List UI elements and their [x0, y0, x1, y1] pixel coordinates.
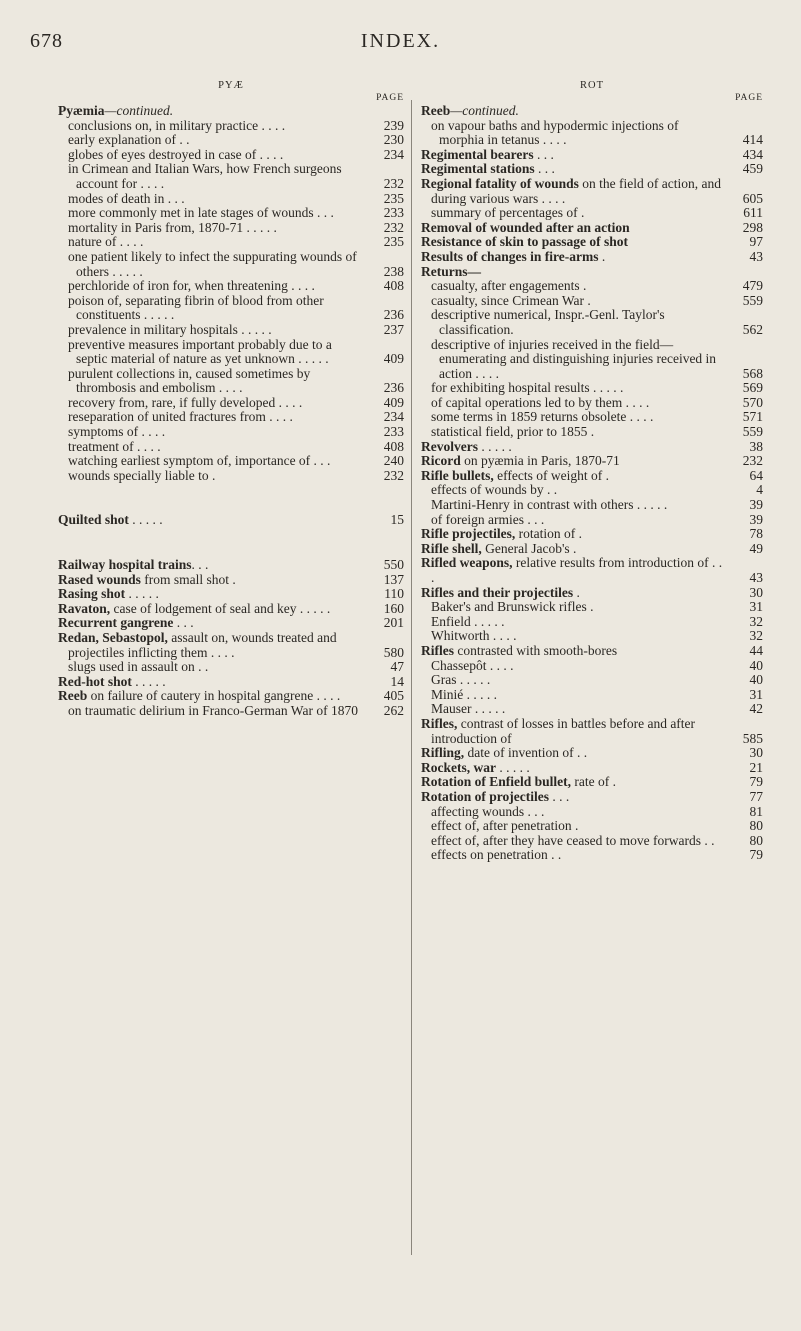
page-ref: 298: [742, 219, 763, 235]
page-ref: 239: [383, 117, 404, 133]
page-ref: 233: [383, 424, 404, 440]
subentry-text: purulent collections in, caused sometimes by thrombosis and embolism . . . .: [68, 365, 311, 396]
index-subentry: [421, 483, 763, 498]
page-ref: 14: [390, 673, 404, 689]
page-ref: 262: [383, 702, 404, 718]
subentry-text: casualty, after engagements .: [431, 278, 587, 294]
subentry-text: modes of death in . . .: [68, 190, 185, 206]
subentry-text: affecting wounds . . .: [431, 803, 545, 819]
page-ref: 232: [383, 467, 404, 483]
page-ref: 30: [749, 745, 763, 761]
page-ref: 240: [383, 453, 404, 469]
index-entry: [421, 542, 763, 557]
index-subentry: [58, 338, 404, 367]
subentry-text: prevalence in military hospitals . . . . .: [68, 321, 272, 337]
page-ref: 234: [383, 409, 404, 425]
index-entry: [421, 250, 763, 265]
entry-text: on pyæmia in Paris, 1870-71: [460, 453, 620, 469]
entry-heading: Rotation of Enfield bullet,: [421, 774, 572, 790]
page-ref: 409: [383, 394, 404, 410]
page-ref: 110: [384, 586, 404, 602]
page-ref: 571: [742, 409, 763, 425]
entry-heading: Rockets, war: [421, 759, 496, 775]
entry-heading: Recurrent gangrene: [58, 615, 174, 631]
subentry-text: more commonly met in late stages of wounds . . .: [68, 205, 334, 221]
index-subentry: [421, 600, 763, 615]
index-subentry: [421, 848, 763, 863]
entry-text: relative results from introduction of . . .: [431, 555, 723, 585]
entry-text: . . .: [548, 788, 570, 804]
index-entry: [421, 746, 763, 761]
subentry-text: effects of wounds by . .: [431, 482, 558, 498]
index-entry: [58, 602, 404, 617]
entry-heading: Rased wounds: [58, 571, 141, 587]
entry-heading: Removal of wounded after an action: [421, 219, 630, 235]
entry-heading: Regimental stations: [421, 161, 535, 177]
page-ref: 232: [383, 219, 404, 235]
left-running-head: [58, 80, 404, 103]
index-entry: [58, 558, 404, 573]
right-running-head-text: ROT: [580, 80, 604, 91]
index-subentry: [58, 396, 404, 411]
index-subentry: [58, 250, 404, 279]
page-ref: 47: [390, 659, 404, 675]
index-entry: [421, 265, 763, 280]
index-subentry: [421, 629, 763, 644]
index-entry: [421, 556, 763, 585]
entry-text: . . . . .: [477, 438, 512, 454]
entry-text: contrast of losses in battles before and after introduction of: [431, 715, 696, 746]
subentry-text: early explanation of . .: [68, 132, 190, 148]
index-subentry: [421, 819, 763, 834]
entry-text: .: [573, 584, 580, 600]
entry-text: on failure of cautery in hospital gangrene . . . .: [87, 688, 341, 704]
index-entry: [58, 573, 404, 588]
entry-heading: Rifle bullets,: [421, 467, 494, 483]
index-subentry: [421, 425, 763, 440]
page-ref: 78: [749, 526, 763, 542]
index-entry: [421, 790, 763, 805]
page-ref: 611: [743, 205, 763, 221]
page-ref: 414: [742, 132, 763, 148]
right-index-entries: [421, 104, 763, 863]
index-entry: [421, 440, 763, 455]
subentry-text: one patient likely to infect the suppurating wounds of others . . . . .: [68, 248, 357, 279]
page-ref: 580: [383, 644, 404, 660]
entry-text: on the field of action, and during various wars . . . .: [431, 175, 721, 206]
entry-heading: Revolvers: [421, 438, 478, 454]
index-subentry: [421, 279, 763, 294]
subentry-text: effect of, after they have ceased to move forwards . .: [431, 832, 715, 848]
index-subentry: [58, 469, 404, 484]
page-ref: 40: [749, 672, 763, 688]
page-ref: 49: [749, 540, 763, 556]
entry-heading: Ricord: [421, 453, 461, 469]
entry-text: rotation of .: [515, 526, 582, 542]
entry-heading: Rifles,: [421, 715, 458, 731]
subentry-text: Chassepôt . . . .: [431, 657, 514, 673]
page-ref: 605: [742, 190, 763, 206]
index-subentry: [421, 308, 763, 337]
subentry-text: of capital operations led to by them . . . .: [431, 394, 650, 410]
section-gap: [58, 483, 404, 513]
page-ref: 559: [742, 292, 763, 308]
page-ref: 434: [742, 146, 763, 162]
page-ref: 230: [383, 132, 404, 148]
subentry-text: recovery from, rare, if fully developed . . . .: [68, 394, 303, 410]
entry-heading: Rifled weapons,: [421, 555, 513, 571]
page-ref: 409: [383, 351, 404, 367]
entry-text: . . .: [191, 557, 209, 573]
subentry-text: Whitworth . . . .: [431, 628, 517, 644]
entry-heading: Railway hospital trains: [58, 557, 192, 573]
index-subentry: [58, 235, 404, 250]
index-subentry: [58, 367, 404, 396]
entry-heading: Rasing shot: [58, 586, 126, 602]
index-entry: [421, 235, 763, 250]
subentry-text: mortality in Paris from, 1870-71 . . . . .: [68, 219, 277, 235]
page-ref: 459: [742, 161, 763, 177]
index-subentry: [421, 338, 763, 382]
index-subentry: [421, 659, 763, 674]
subentry-text: on traumatic delirium in Franco-German War of 1870: [68, 702, 358, 718]
page-ref: 4: [756, 482, 763, 498]
index-entry: [421, 527, 763, 542]
subentry-text: Baker's and Brunswick rifles .: [431, 599, 594, 615]
page-ref: 97: [749, 234, 763, 250]
page-ref: 562: [742, 321, 763, 337]
subentry-text: effects on penetration . .: [431, 847, 562, 863]
page-ref: 21: [749, 759, 763, 775]
entry-text: rate of .: [571, 774, 616, 790]
subentry-text: conclusions on, in military practice . . . .: [68, 117, 286, 133]
page-ref: 15: [390, 512, 404, 528]
subentry-text: for exhibiting hospital results . . . . .: [431, 380, 624, 396]
entry-heading: Resistance of skin to passage of shot: [421, 234, 629, 250]
page-ref: 234: [383, 146, 404, 162]
page-ref: 80: [749, 832, 763, 848]
page-ref: 79: [749, 847, 763, 863]
subentry-text: descriptive numerical, Inspr.-Genl. Taylor's classification.: [431, 307, 665, 337]
page-ref: 38: [749, 438, 763, 454]
subentry-text: Mauser . . . . .: [431, 701, 506, 717]
entry-heading: Rifles: [421, 642, 454, 658]
index-entry: [421, 221, 763, 236]
page-ref: 237: [383, 321, 404, 337]
entry-text: General Jacob's .: [481, 540, 577, 556]
index-subentry: [58, 133, 404, 148]
index-entry: [58, 513, 404, 528]
index-subentry: [421, 673, 763, 688]
subentry-text: reseparation of united fractures from . . . .: [68, 409, 293, 425]
entry-text: . . . . .: [495, 759, 530, 775]
index-entry: [421, 469, 763, 484]
index-entry: [421, 177, 763, 206]
subentry-text: effect of, after penetration .: [431, 818, 579, 834]
subentry-text: Gras . . . . .: [431, 672, 491, 688]
subentry-text: wounds specially liable to .: [68, 467, 216, 483]
page-ref: 30: [749, 584, 763, 600]
index-entry: [421, 761, 763, 776]
page-ref: 137: [383, 571, 404, 587]
subentry-text: summary of percentages of .: [431, 205, 585, 221]
right-running-head: [421, 80, 763, 103]
entry-heading: Reeb: [421, 103, 451, 118]
entry-heading: Rifles and their projectiles: [421, 584, 574, 600]
entry-heading: Reeb: [58, 688, 88, 704]
subentry-text: preventive measures important probably due to a septic material of nature as yet unknown . . . . .: [68, 336, 332, 367]
subentry-text: statistical field, prior to 1855 .: [431, 424, 595, 440]
index-entry: [58, 616, 404, 631]
page-ref: 42: [749, 701, 763, 717]
page-ref: 585: [742, 730, 763, 746]
index-subentry: [421, 513, 763, 528]
entry-heading: Rotation of projectiles: [421, 788, 549, 804]
index-entry: [58, 631, 404, 660]
index-subentry: [58, 162, 404, 191]
index-subentry: [58, 221, 404, 236]
page-ref: 201: [383, 615, 404, 631]
page-ref: 232: [742, 453, 763, 469]
page-ref: 569: [742, 380, 763, 396]
index-entry: [58, 587, 404, 602]
entry-heading: Quilted shot: [58, 512, 129, 528]
page-header: [0, 30, 801, 60]
entry-heading: Rifle shell,: [421, 540, 482, 556]
index-subentry: [58, 148, 404, 163]
page-ref: 64: [749, 467, 763, 483]
index-subentry: [421, 498, 763, 513]
entry-text: . . . . .: [128, 512, 163, 528]
index-subentry: [58, 294, 404, 323]
index-subentry: [58, 119, 404, 134]
page-ref: 408: [383, 278, 404, 294]
index-entry: [58, 689, 404, 704]
page-ref: 232: [383, 175, 404, 191]
section-gap: [58, 528, 404, 558]
entry-text: case of lodgement of seal and key . . . . .: [110, 600, 331, 616]
entry-text: date of invention of . .: [464, 745, 588, 761]
subentry-text: globes of eyes destroyed in case of . . . .: [68, 146, 284, 162]
subentry-text: descriptive of injuries received in the field— enumerating and distinguishing injuries received in action . . . .: [431, 336, 717, 381]
entry-continued: —continued.: [450, 103, 519, 118]
page-ref: 43: [749, 570, 763, 585]
index-subentry: [421, 702, 763, 717]
subentry-text: of foreign armies . . .: [431, 511, 545, 527]
index-subentry: [421, 615, 763, 630]
index-entry: [421, 148, 763, 163]
left-index-entries: [58, 104, 404, 719]
page-ref: 39: [749, 497, 763, 513]
page-ref: 550: [383, 557, 404, 573]
entry-heading: Red-hot shot: [58, 673, 132, 689]
index-subentry: [421, 834, 763, 849]
page-number: 678: [30, 30, 63, 52]
page-ref: 32: [749, 613, 763, 629]
index-subentry: [58, 454, 404, 469]
entry-text: .: [598, 248, 606, 264]
page-ref: 80: [749, 818, 763, 834]
index-subentry: [58, 206, 404, 221]
column-divider: [411, 100, 412, 1255]
subentry-text: Minié . . . . .: [431, 686, 497, 702]
entry-continued: —continued.: [104, 103, 174, 118]
page-ref: 479: [742, 278, 763, 294]
subentry-text: slugs used in assault on . .: [68, 659, 209, 675]
subentry-text: on vapour baths and hypodermic injections of morphia in tetanus . . . .: [431, 117, 679, 148]
page-ref: 236: [383, 380, 404, 396]
page-ref: 570: [742, 394, 763, 410]
subentry-text: watching earliest symptom of, importance of . . .: [68, 453, 331, 469]
index-subentry: [421, 396, 763, 411]
page-ref: 238: [383, 263, 404, 279]
index-subentry: [421, 119, 763, 148]
page-ref: 31: [749, 686, 763, 702]
index-entry: [58, 675, 404, 690]
entry-text: . . .: [173, 615, 194, 631]
index-subentry: [421, 294, 763, 309]
subentry-text: poison of, separating fibrin of blood from other constituents . . . . .: [68, 292, 324, 323]
entry-text: . . . . .: [125, 586, 159, 602]
page-ref: 32: [749, 628, 763, 644]
entry-text: assault on, wounds treated and projectiles inflicting them . . . .: [68, 630, 337, 660]
index-subentry: [58, 323, 404, 338]
entry-text: effects of weight of .: [493, 467, 609, 483]
page-ref: 79: [749, 774, 763, 790]
page-ref: 39: [749, 511, 763, 527]
index-entry: [421, 717, 763, 746]
index-subentry: [421, 688, 763, 703]
subentry-text: casualty, since Crimean War .: [431, 292, 591, 308]
index-subentry: [421, 805, 763, 820]
page-ref: 43: [749, 248, 763, 264]
page-ref: 568: [742, 365, 763, 381]
left-running-head-text: PYÆ: [218, 80, 244, 91]
page-ref: 31: [749, 599, 763, 615]
entry-heading: Regional fatality of wounds: [421, 175, 579, 191]
page-ref: 160: [383, 600, 404, 616]
right-column: [421, 80, 763, 863]
index-subentry: [58, 279, 404, 294]
entry-heading: Regimental bearers: [421, 146, 534, 162]
index-entry: [421, 775, 763, 790]
entry-heading: Rifle projectiles,: [421, 526, 516, 542]
subentry-text: Enfield . . . . .: [431, 613, 505, 629]
index-subentry: [58, 410, 404, 425]
subentry-text: perchloride of iron for, when threatening . . . .: [68, 278, 315, 294]
left-page-label: PAGE: [376, 93, 404, 103]
index-subentry: [58, 704, 404, 719]
entry-text: from small shot .: [140, 571, 236, 587]
entry-heading: Returns—: [421, 263, 481, 279]
index-subentry: [421, 410, 763, 425]
page-ref: 40: [749, 657, 763, 673]
page-ref: 233: [383, 205, 404, 221]
entry-text: . . .: [533, 146, 554, 162]
index-entry: [421, 644, 763, 659]
page-ref: 405: [383, 688, 404, 704]
entry-text: . . . . .: [131, 673, 166, 689]
subentry-text: nature of . . . .: [68, 234, 144, 250]
entry-text: contrasted with smooth-bores: [454, 642, 618, 658]
index-subentry: [421, 381, 763, 396]
left-column: [58, 80, 404, 719]
entry-heading: Redan, Sebastopol,: [58, 630, 168, 645]
subentry-text: treatment of . . . .: [68, 438, 161, 454]
index-subentry: [58, 425, 404, 440]
page-ref: 44: [749, 642, 763, 658]
entry-heading: Pyæmia: [58, 103, 105, 118]
index-subentry: [58, 440, 404, 455]
entry-heading: Rifling,: [421, 745, 465, 761]
right-page-label: PAGE: [735, 93, 763, 103]
page-ref: 408: [383, 438, 404, 454]
subentry-text: in Crimean and Italian Wars, how French surgeons account for . . . .: [68, 161, 342, 191]
index-entry: [421, 586, 763, 601]
index-entry: [421, 454, 763, 469]
index-entry: [421, 162, 763, 177]
page-ref: 559: [742, 424, 763, 440]
index-entry: [421, 104, 763, 119]
page-ref: 236: [383, 307, 404, 323]
subentry-text: symptoms of . . . .: [68, 424, 166, 440]
entry-text: . . .: [534, 161, 555, 177]
index-entry: [58, 104, 404, 119]
index-subentry: [58, 192, 404, 207]
page-ref: 77: [749, 788, 763, 804]
page-title: INDEX.: [360, 30, 441, 52]
entry-heading: Ravaton,: [58, 600, 111, 616]
entry-heading: Results of changes in fire-arms: [421, 248, 599, 264]
page-ref: 235: [383, 234, 404, 250]
page-ref: 235: [383, 190, 404, 206]
subentry-text: Martini-Henry in contrast with others . . . . .: [431, 497, 668, 513]
subentry-text: some terms in 1859 returns obsolete . . . .: [431, 409, 654, 425]
index-subentry: [58, 660, 404, 675]
index-subentry: [421, 206, 763, 221]
page-ref: 81: [749, 803, 763, 819]
